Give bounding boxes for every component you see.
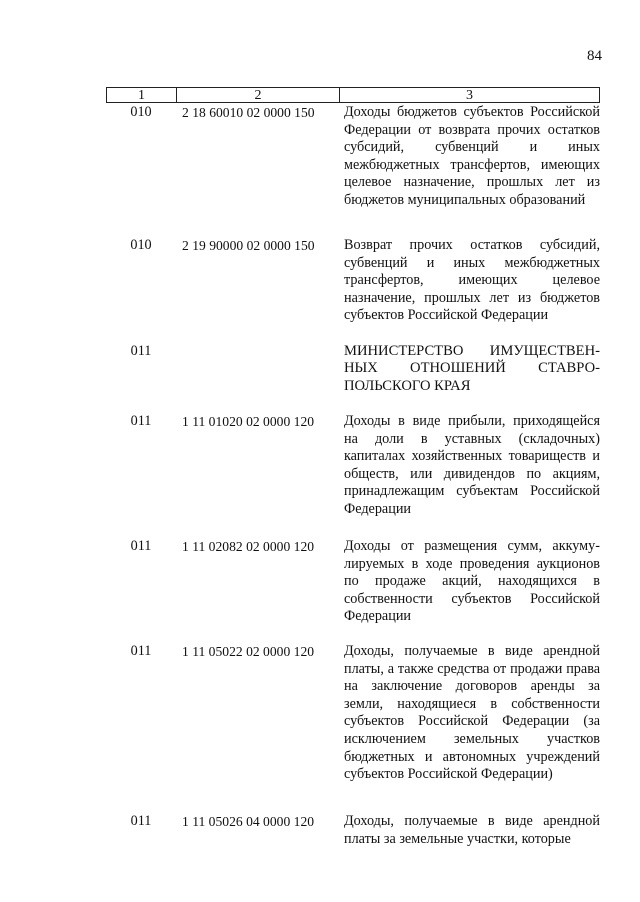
budget-code: 2 18 60010 02 0000 150: [182, 105, 315, 120]
header-col-2: 2: [177, 88, 340, 102]
budget-code: 1 11 05022 02 0000 120: [182, 644, 315, 659]
budget-code: 1 11 01020 02 0000 120: [182, 414, 315, 429]
admin-code: 011: [130, 643, 152, 659]
income-description: Доходы, получаемые в виде арендной платы, а также средства от продажи права на заключение договоров аренды за земли, находящиеся в собственности субъектов Российской Федерации (за исключением земельных участков бюджетных и автономных учреждений субъектов Российской Федерации): [344, 643, 600, 783]
income-description: Доходы бюджетов субъектов Российской Федерации от возврата прочих остатков субсидий, субвенций и иных межбюджетных трансфертов, имеющих целевое назначение, прошлых лет из бюджетов муниципальных образований: [344, 104, 600, 208]
admin-code: 010: [130, 104, 152, 120]
header-col-1: 1: [107, 88, 177, 102]
ministry-title: МИНИСТЕРСТВО ИМУЩЕСТВЕННЫХ ОТНОШЕНИЙ СТАВРОПОЛЬСКОГО КРАЯ: [344, 343, 600, 394]
admin-code: 011: [130, 343, 152, 359]
table-row: [106, 538, 600, 643]
income-description: Доходы, получаемые в виде арендной платы за земельные участки, которые: [344, 813, 600, 847]
admin-code: 011: [130, 538, 152, 554]
income-description: Доходы от размещения сумм, аккумулируемых в ходе проведения аукционов по продаже акций, находящихся в собственности субъектов Российской Федерации: [344, 538, 600, 625]
income-description: Доходы в виде прибыли, приходящейся на доли в уставных (складочных) капиталах хозяйственных товариществ и обществ, или дивидендов по акциям, принадлежащим субъектам Российской Федерации: [344, 413, 600, 517]
table-row: [106, 343, 600, 413]
table-row: [106, 813, 600, 853]
table-body: [106, 104, 600, 853]
table-row: [106, 413, 600, 538]
page-number: 84: [587, 48, 602, 64]
budget-code: [176, 343, 336, 413]
admin-code: 011: [130, 413, 152, 429]
admin-code: 010: [130, 237, 152, 253]
table-row: [106, 104, 600, 237]
income-description: Возврат прочих остатков субсидий, субвенций и иных межбюджетных трансфертов, имеющих целевое назначение, прошлых лет из бюджетов субъектов Российской Федерации: [344, 237, 600, 324]
admin-code: 011: [130, 813, 152, 829]
table-header: [106, 87, 600, 103]
budget-code: 2 19 90000 02 0000 150: [182, 238, 315, 253]
table-row: [106, 643, 600, 813]
budget-code: 1 11 02082 02 0000 120: [182, 539, 315, 554]
table-row: [106, 237, 600, 343]
budget-code: 1 11 05026 04 0000 120: [182, 814, 315, 829]
header-col-3: 3: [466, 88, 473, 103]
